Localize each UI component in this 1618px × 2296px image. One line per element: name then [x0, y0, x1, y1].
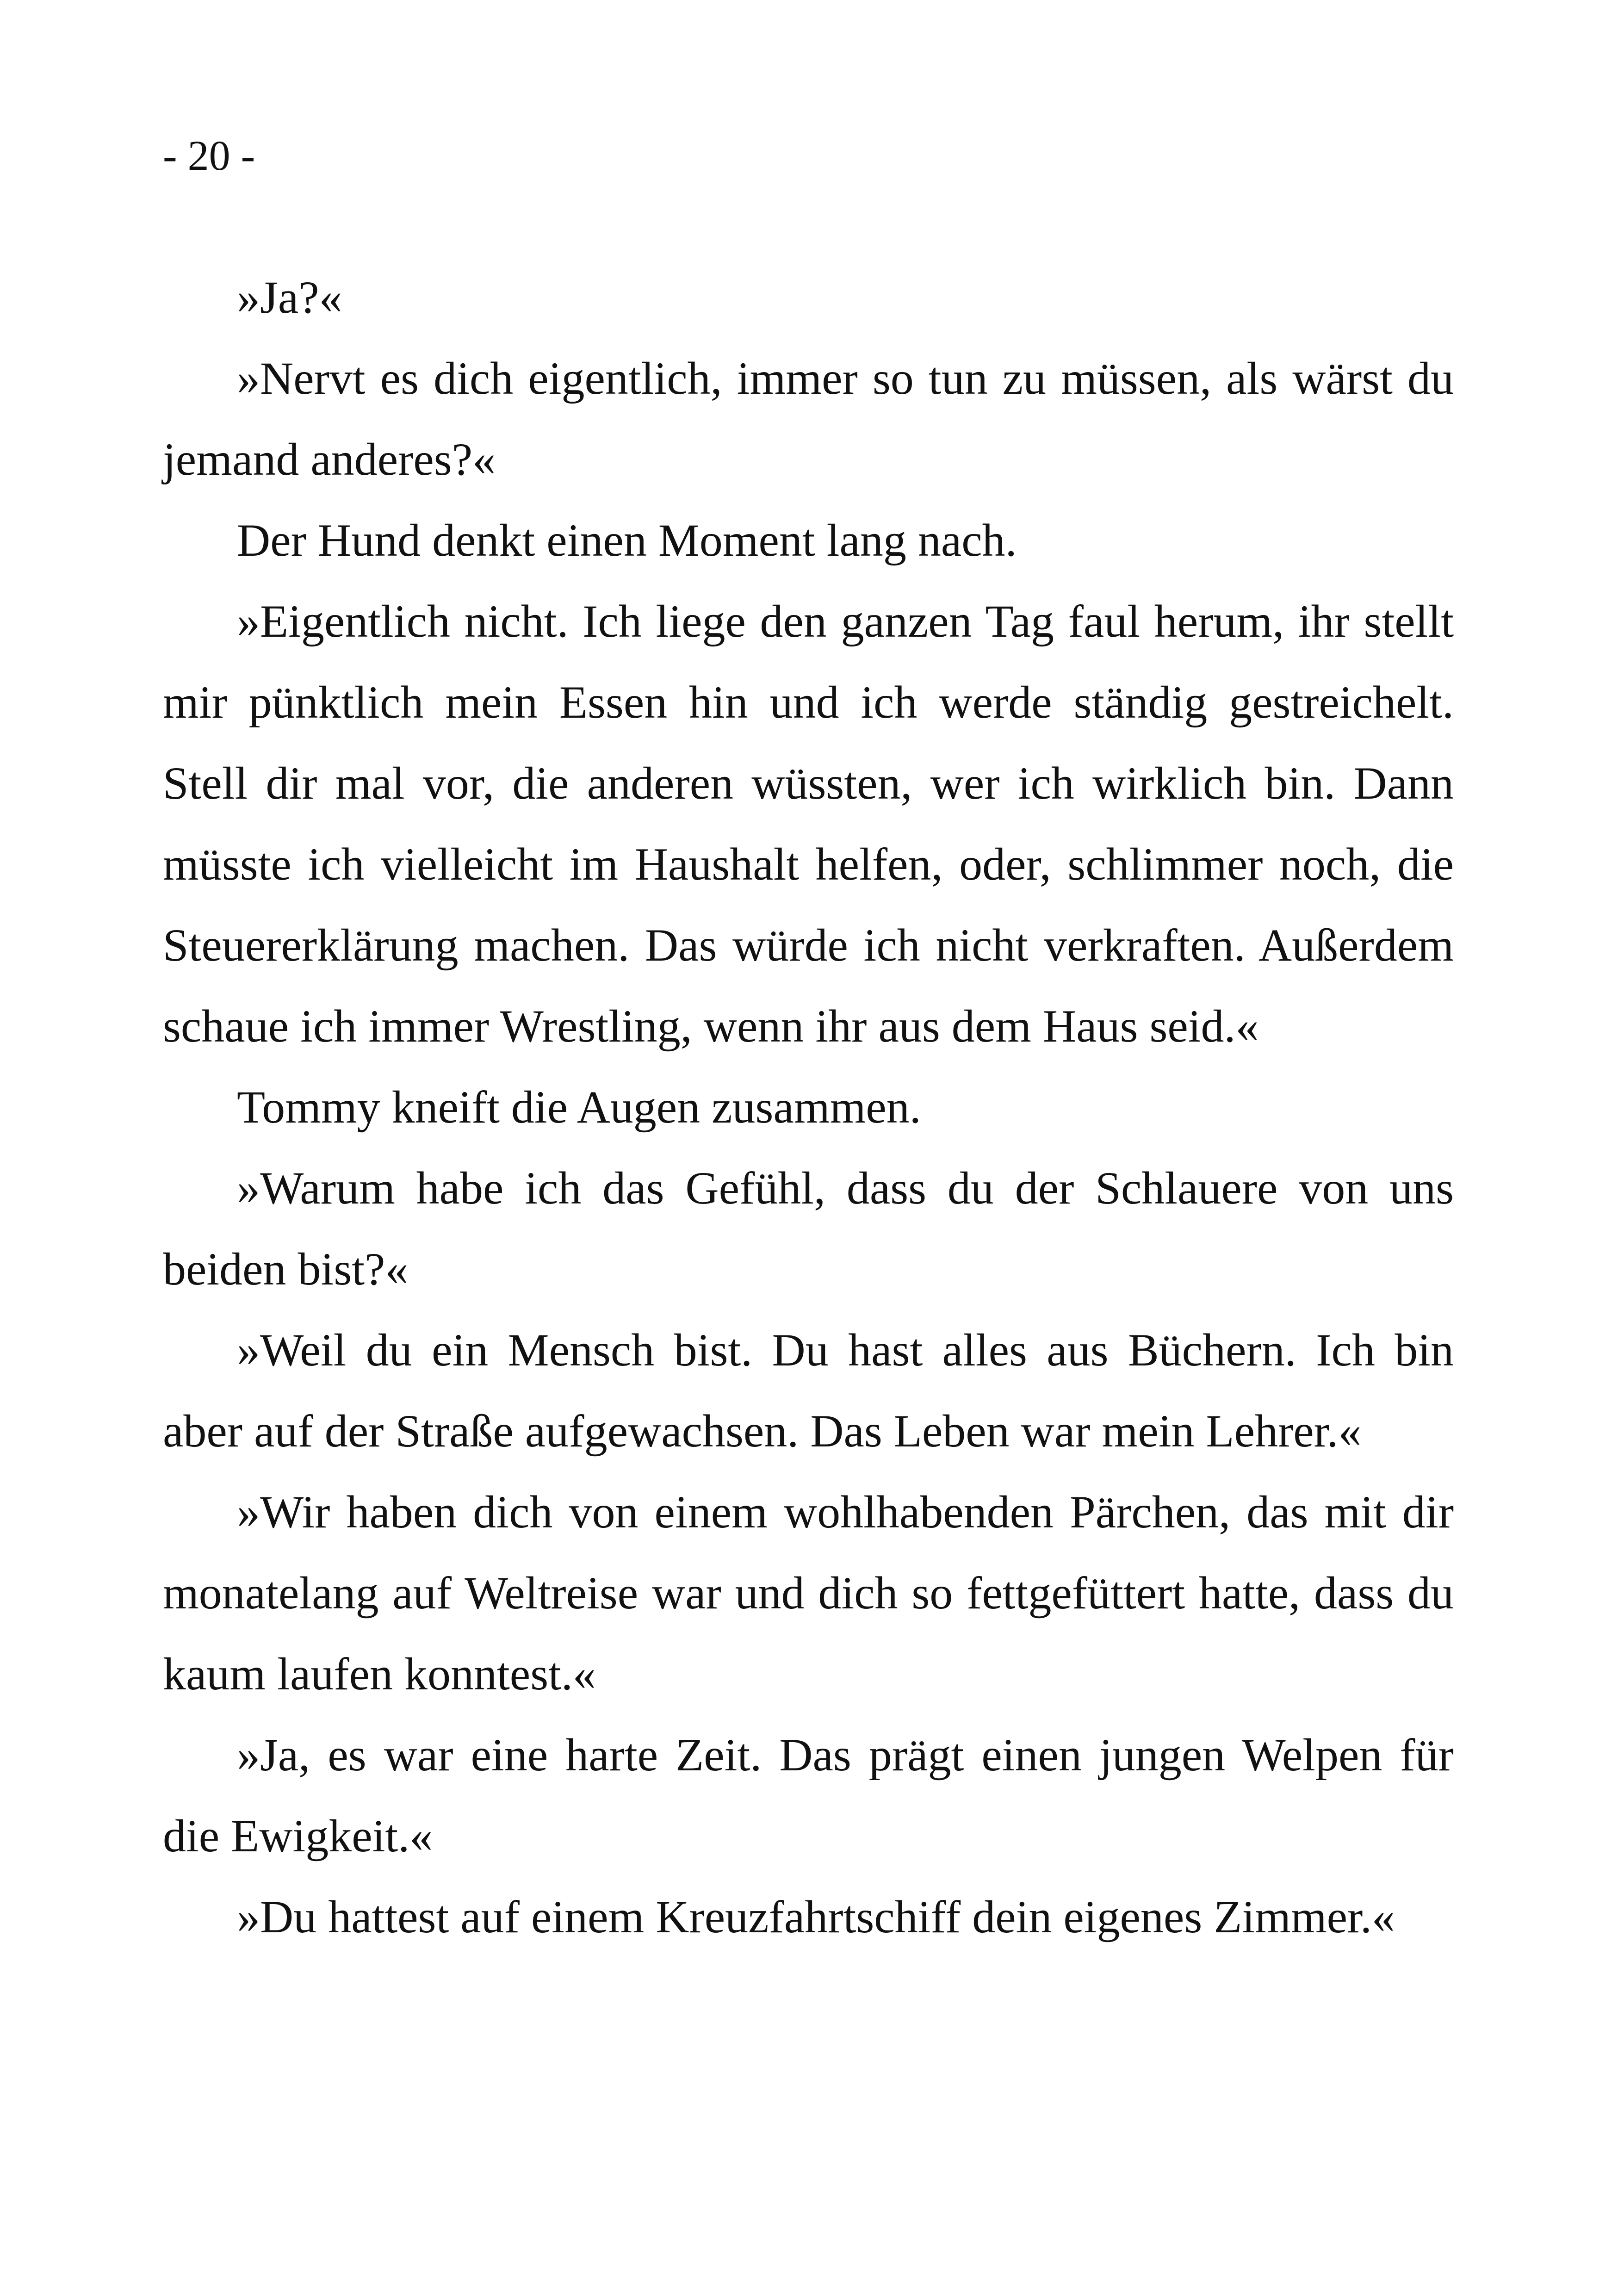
paragraph: »Weil du ein Mensch bist. Du hast alles aus Büchern. Ich bin aber auf der Straße aufgewachsen. Das Leben war mein Lehrer.« — [163, 1324, 1454, 1457]
body-text — [163, 257, 1454, 1957]
paragraph: »Eigentlich nicht. Ich liege den ganzen Tag faul herum, ihr stellt mir pünktlich mein Essen hin und ich werde ständig gestreichelt. Stell dir mal vor, die anderen wüssten, wer ich wirklich bin. Dann müsste ich vielleicht im Haushalt helfen, oder, schlimmer noch, die Steuererklärung machen. Das würde ich nicht verkraften. Außerdem schaue ich immer Wrestling, wenn ihr aus dem Haus seid.« — [163, 596, 1454, 1052]
page-number: - 20 - — [163, 132, 255, 179]
paragraph: »Nervt es dich eigentlich, immer so tun zu müssen, als wärst du jemand anderes?« — [163, 353, 1454, 485]
paragraph: »Ja, es war eine harte Zeit. Das prägt einen jungen Welpen für die Ewigkeit.« — [163, 1729, 1454, 1862]
paragraph: »Ja?« — [237, 272, 342, 323]
paragraph: Tommy kneift die Augen zusammen. — [237, 1081, 921, 1133]
paragraph: Der Hund denkt einen Moment lang nach. — [237, 515, 1017, 566]
paragraph: »Du hattest auf einem Kreuzfahrtschiff dein eigenes Zimmer.« — [237, 1891, 1395, 1942]
paragraph: »Wir haben dich von einem wohlhabenden Pärchen, das mit dir monatelang auf Weltreise war und dich so fettgefüttert hatte, dass du kaum laufen konntest.« — [163, 1486, 1454, 1700]
paragraph: »Warum habe ich das Gefühl, dass du der Schlauere von uns beiden bist?« — [163, 1162, 1454, 1295]
